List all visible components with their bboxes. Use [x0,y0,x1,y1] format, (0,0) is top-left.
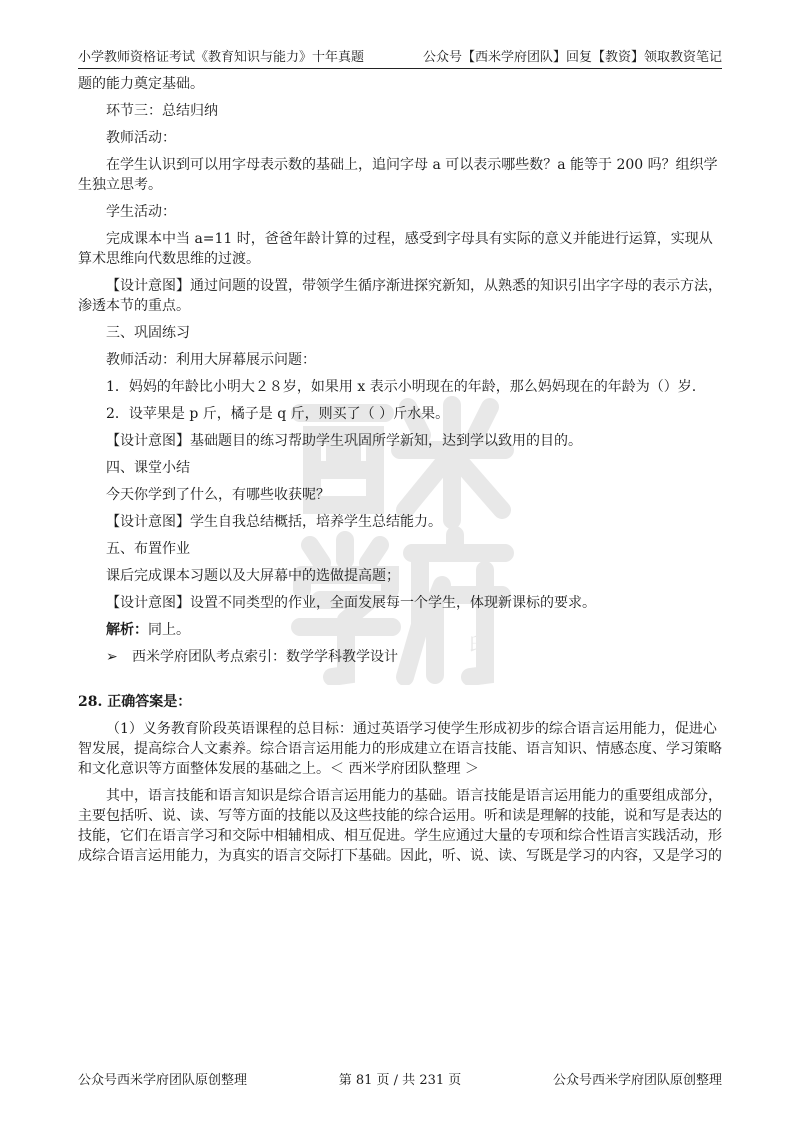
exercise-item: 2．设苹果是 p 斤，橘子是 q 斤，则买了（ ）斤水果。 [106,406,450,422]
page-content [78,74,722,873]
index-bullet-text: 西米学府团队考点索引：数学学科教学设计 [132,649,398,665]
paragraph-list [78,74,722,613]
analysis-text: 同上。 [148,622,190,638]
paragraph: 今天你学到了什么，有哪些收获呢？ [106,487,330,503]
page-header [78,44,722,66]
index-bullet [78,647,722,667]
paragraph: 题的能力奠定基础。 [78,76,204,92]
page-number: 第 81 页 / 共 231 页 [338,1072,462,1088]
header-left-text: 小学教师资格证考试《教育知识与能力》十年真题 [78,49,365,65]
question-28-heading: 28. 正确答案是： [78,694,192,710]
header-right-text: 公众号【西米学府团队】回复【教资】领取教资笔记 [422,49,722,65]
paragraph: 【设计意图】通过问题的设置，带领学生循序渐进探究新知，从熟悉的知识引出字字母的表示方法，渗透本节的重点。 [78,278,722,314]
section-heading: 五、布置作业 [106,541,190,557]
section-heading: 三、巩固练习 [106,325,190,341]
page-footer [78,1068,722,1088]
paragraph: 课后完成课本习题以及大屏幕中的选做提高题； [106,568,400,584]
paragraph: 【设计意图】学生自我总结概括，培养学生总结能力。 [106,514,442,530]
paragraph: 在学生认识到可以用字母表示数的基础上，追问字母 a 可以表示哪些数？a 能等于 200 吗？组织学生独立思考。 [78,157,718,193]
paragraph: 学生活动： [106,204,176,220]
analysis-line [78,620,722,640]
paragraph: 教师活动：利用大屏幕展示问题： [106,352,316,368]
answer-paragraph: （1）义务教育阶段英语课程的总目标：通过英语学习使学生形成初步的综合语言运用能力，促进心智发展，提高综合人文素养。综合语言运用能力的形成建立在语言技能、语言知识、情感态度、学习策略和文化意识等方面整体发展的基础之上。＜ 西米学府团队整理 ＞ [78,721,722,777]
paragraph: 环节三：总结归纳 [106,103,218,119]
section-heading: 四、课堂小结 [106,460,190,476]
arrow-bullet-icon: ➢ [106,649,118,665]
paragraph: 【设计意图】基础题目的练习帮助学生巩固所学新知，达到学以致用的目的。 [106,433,582,449]
paragraph: 【设计意图】设置不同类型的作业，全面发展每一个学生，体现新课标的要求。 [106,595,596,611]
answer-paragraph: 其中，语言技能和语言知识是综合语言运用能力的基础。语言技能是语言运用能力的重要组成部分，主要包括听、说、读、写等方面的技能以及这些技能的综合运用。听和读是理解的技能，说和写是表达的技能，它们在语言学习和交际中相辅相成、相互促进。学生应通过大量的专项和综合性语言实践活动，形成综合语言运用能力，为真实的语言交际打下基础。因此，听、说、读、写既是学习的内容，又是学习的 [78,788,722,864]
exercise-item: 1．妈妈的年龄比小明大２８岁，如果用 x 表示小明现在的年龄，那么妈妈现在的年龄为（）岁. [106,379,697,395]
watermark-stamp: 印 [468,634,492,659]
analysis-label: 解析： [106,622,148,638]
header-divider [78,68,722,69]
footer-left-text: 公众号西米学府团队原创整理 [78,1072,248,1088]
paragraph: 教师活动： [106,130,176,146]
footer-right-text: 公众号西米学府团队原创整理 [552,1072,722,1088]
paragraph: 完成课本中当 a=11 时，爸爸年龄计算的过程，感受到字母具有实际的意义并能进行运算，实现从算术思维向代数思维的过渡。 [78,231,713,267]
